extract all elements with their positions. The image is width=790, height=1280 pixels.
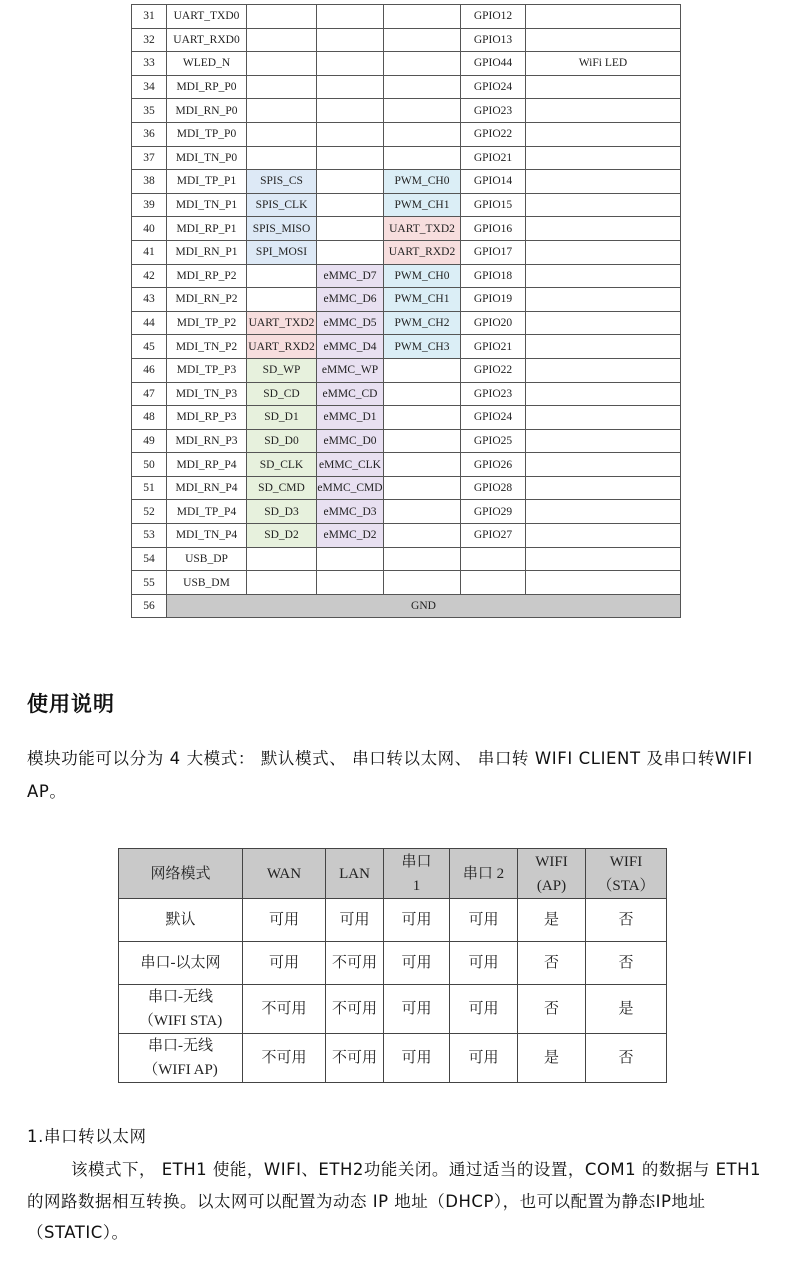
pin-cell: UART_TXD2 <box>247 311 317 335</box>
mode-header-cell <box>518 849 586 899</box>
pin-cell <box>526 476 681 500</box>
pin-cell: SD_D1 <box>247 406 317 430</box>
mode-value-cell: 否 <box>586 1034 667 1083</box>
pin-cell <box>317 5 384 29</box>
mode-header-cell <box>119 849 243 899</box>
mode-header-cell-line: WIFI <box>535 853 568 870</box>
pin-cell <box>317 52 384 76</box>
pin-cell <box>247 122 317 146</box>
pin-cell: eMMC_CD <box>317 382 384 406</box>
mode-name-cell-line: 串口-以太网 <box>140 955 221 971</box>
pin-cell: USB_DP <box>167 547 247 571</box>
pin-cell <box>247 52 317 76</box>
pin-cell: SD_D2 <box>247 524 317 548</box>
pin-cell: MDI_TP_P4 <box>167 500 247 524</box>
mode-value-cell: 否 <box>518 942 586 985</box>
mode-header-cell-line: LAN <box>339 865 370 882</box>
pin-cell: GPIO12 <box>461 5 526 29</box>
pin-cell: GPIO24 <box>461 406 526 430</box>
pin-cell: MDI_TN_P3 <box>167 382 247 406</box>
mode-header-cell-line: (AP) <box>536 877 567 894</box>
pin-cell: eMMC_D4 <box>317 335 384 359</box>
pin-cell <box>526 146 681 170</box>
pin-cell <box>247 264 317 288</box>
pin-cell <box>526 311 681 335</box>
pin-cell: MDI_TN_P4 <box>167 524 247 548</box>
pin-row <box>132 571 681 595</box>
pin-cell <box>317 146 384 170</box>
pin-cell: GPIO23 <box>461 382 526 406</box>
mode-value-cell: 否 <box>586 942 667 985</box>
pin-cell: eMMC_D3 <box>317 500 384 524</box>
pin-cell <box>526 122 681 146</box>
pin-cell <box>526 264 681 288</box>
pin-number: 41 <box>132 240 167 264</box>
mode-value-cell: 可用 <box>326 899 384 942</box>
pin-cell <box>526 75 681 99</box>
mode-row <box>119 899 667 942</box>
pin-cell <box>247 571 317 595</box>
mode-value-cell: 不可用 <box>243 985 326 1034</box>
pin-row <box>132 28 681 52</box>
pin-cell: MDI_RP_P4 <box>167 453 247 477</box>
mode-value-cell: 可用 <box>450 1034 518 1083</box>
pin-cell: GPIO21 <box>461 335 526 359</box>
pin-number: 44 <box>132 311 167 335</box>
pin-cell: GPIO18 <box>461 264 526 288</box>
pin-number: 47 <box>132 382 167 406</box>
mode-header-cell-line: 串口 2 <box>462 865 505 882</box>
pin-cell <box>526 288 681 312</box>
pin-cell: PWM_CH0 <box>384 170 461 194</box>
pin-cell: UART_RXD2 <box>384 240 461 264</box>
pin-cell: GPIO22 <box>461 122 526 146</box>
pin-cell: SD_CLK <box>247 453 317 477</box>
pin-cell <box>384 122 461 146</box>
pin-row <box>132 524 681 548</box>
pin-row <box>132 99 681 123</box>
pin-number: 33 <box>132 52 167 76</box>
pin-table <box>131 4 681 618</box>
pin-cell: UART_RXD2 <box>247 335 317 359</box>
pin-cell: PWM_CH3 <box>384 335 461 359</box>
pin-cell <box>461 571 526 595</box>
pin-number: 46 <box>132 358 167 382</box>
pin-row <box>132 122 681 146</box>
mode-value-cell: 是 <box>518 899 586 942</box>
pin-cell: GPIO17 <box>461 240 526 264</box>
pin-number: 38 <box>132 170 167 194</box>
pin-cell: MDI_TN_P0 <box>167 146 247 170</box>
pin-cell: PWM_CH2 <box>384 311 461 335</box>
pin-cell <box>317 28 384 52</box>
mode-header-cell <box>586 849 667 899</box>
pin-cell: MDI_RN_P4 <box>167 476 247 500</box>
pin-cell: eMMC_D5 <box>317 311 384 335</box>
pin-cell <box>384 52 461 76</box>
usage-heading: 1.串口转以太网 <box>27 1127 147 1146</box>
pin-cell: UART_RXD0 <box>167 28 247 52</box>
pin-number: 51 <box>132 476 167 500</box>
mode-header-cell-line: 1 <box>412 877 421 894</box>
pin-cell <box>247 288 317 312</box>
pin-table-body <box>132 5 681 618</box>
pin-cell <box>384 75 461 99</box>
pin-cell: SPIS_CLK <box>247 193 317 217</box>
pin-cell: GPIO27 <box>461 524 526 548</box>
pin-cell <box>317 547 384 571</box>
pin-cell: PWM_CH1 <box>384 288 461 312</box>
pin-cell <box>384 571 461 595</box>
mode-value-cell: 可用 <box>384 985 450 1034</box>
pin-cell: eMMC_D2 <box>317 524 384 548</box>
pin-cell: SPIS_MISO <box>247 217 317 241</box>
pin-number: 55 <box>132 571 167 595</box>
pin-cell: eMMC_D1 <box>317 406 384 430</box>
pin-number: 37 <box>132 146 167 170</box>
mode-header-cell <box>326 849 384 899</box>
mode-value-cell: 可用 <box>384 899 450 942</box>
mode-value-cell: 是 <box>586 985 667 1034</box>
pin-cell <box>384 500 461 524</box>
pin-row <box>132 382 681 406</box>
pin-cell: MDI_RN_P3 <box>167 429 247 453</box>
pin-number: 48 <box>132 406 167 430</box>
pin-cell: PWM_CH1 <box>384 193 461 217</box>
pin-number: 54 <box>132 547 167 571</box>
pin-cell: GPIO19 <box>461 288 526 312</box>
pin-cell <box>317 217 384 241</box>
pin-cell: GPIO26 <box>461 453 526 477</box>
pin-row <box>132 217 681 241</box>
pin-number: 56 <box>132 594 167 618</box>
pin-cell: eMMC_CMD <box>317 476 384 500</box>
mode-name-cell-line: （WIFI AP) <box>143 1062 218 1078</box>
pin-cell <box>384 28 461 52</box>
pin-cell: MDI_RN_P1 <box>167 240 247 264</box>
mode-header-cell <box>243 849 326 899</box>
pin-row <box>132 406 681 430</box>
pin-cell <box>317 240 384 264</box>
pin-cell: UART_TXD2 <box>384 217 461 241</box>
mode-value-cell: 不可用 <box>243 1034 326 1083</box>
pin-cell: eMMC_WP <box>317 358 384 382</box>
pin-row <box>132 500 681 524</box>
mode-value-cell: 不可用 <box>326 942 384 985</box>
pin-cell <box>384 406 461 430</box>
mode-value-cell: 是 <box>518 1034 586 1083</box>
pin-cell: GPIO13 <box>461 28 526 52</box>
mode-value-cell: 可用 <box>243 942 326 985</box>
mode-value-cell: 否 <box>518 985 586 1034</box>
pin-cell: GPIO23 <box>461 99 526 123</box>
pin-row <box>132 264 681 288</box>
mode-value-cell: 可用 <box>384 1034 450 1083</box>
mode-row <box>119 942 667 985</box>
pin-cell <box>384 476 461 500</box>
pin-cell <box>526 335 681 359</box>
mode-header-cell-line: （STA） <box>597 877 655 894</box>
pin-cell <box>526 358 681 382</box>
pin-cell: USB_DM <box>167 571 247 595</box>
pin-row <box>132 75 681 99</box>
pin-number: 52 <box>132 500 167 524</box>
pin-row <box>132 358 681 382</box>
pin-cell <box>526 170 681 194</box>
pin-cell: eMMC_D6 <box>317 288 384 312</box>
pin-row <box>132 5 681 29</box>
pin-cell: PWM_CH0 <box>384 264 461 288</box>
pin-number: 34 <box>132 75 167 99</box>
mode-value-cell: 可用 <box>450 899 518 942</box>
pin-cell: MDI_RP_P2 <box>167 264 247 288</box>
mode-name-cell-line: 串口-无线 <box>148 1038 213 1054</box>
mode-value-cell: 可用 <box>384 942 450 985</box>
pin-cell <box>384 358 461 382</box>
pin-cell <box>384 547 461 571</box>
pin-number: 32 <box>132 28 167 52</box>
pin-cell: MDI_TP_P2 <box>167 311 247 335</box>
pin-row <box>132 311 681 335</box>
pin-cell: GPIO21 <box>461 146 526 170</box>
pin-number: 39 <box>132 193 167 217</box>
pin-cell: MDI_RP_P3 <box>167 406 247 430</box>
mode-name-cell <box>119 1034 243 1083</box>
pin-cell <box>247 5 317 29</box>
pin-cell: GPIO15 <box>461 193 526 217</box>
pin-cell: MDI_RN_P2 <box>167 288 247 312</box>
pin-cell: MDI_TN_P2 <box>167 335 247 359</box>
pin-number: 50 <box>132 453 167 477</box>
pin-cell: GPIO44 <box>461 52 526 76</box>
mode-value-cell: 可用 <box>450 942 518 985</box>
pin-cell <box>526 500 681 524</box>
pin-cell <box>526 193 681 217</box>
pin-cell: SPIS_CS <box>247 170 317 194</box>
pin-cell: GPIO22 <box>461 358 526 382</box>
pin-number: 49 <box>132 429 167 453</box>
pin-row <box>132 476 681 500</box>
pin-cell: MDI_TP_P1 <box>167 170 247 194</box>
gnd-cell: GND <box>167 594 681 618</box>
pin-row-gnd <box>132 594 681 618</box>
pin-row <box>132 52 681 76</box>
pin-cell <box>461 547 526 571</box>
pin-row <box>132 170 681 194</box>
pin-cell: SD_D0 <box>247 429 317 453</box>
intro-paragraph: 模块功能可以分为 4 大模式： 默认模式、 串口转以太网、 串口转 WIFI CLIENT 及串口转WIFI AP。 <box>27 749 753 801</box>
mode-value-cell: 否 <box>586 899 667 942</box>
pin-cell: MDI_RP_P0 <box>167 75 247 99</box>
pin-cell <box>526 99 681 123</box>
pin-cell: WLED_N <box>167 52 247 76</box>
pin-cell: GPIO28 <box>461 476 526 500</box>
mode-name-cell <box>119 899 243 942</box>
mode-row <box>119 985 667 1034</box>
pin-cell: SD_CMD <box>247 476 317 500</box>
mode-name-cell-line: 默认 <box>165 912 196 928</box>
pin-cell <box>384 453 461 477</box>
pin-cell <box>317 75 384 99</box>
pin-cell: SD_WP <box>247 358 317 382</box>
pin-cell: eMMC_D7 <box>317 264 384 288</box>
pin-cell: GPIO16 <box>461 217 526 241</box>
pin-cell: SPI_MOSI <box>247 240 317 264</box>
mode-value-cell: 可用 <box>243 899 326 942</box>
pin-cell <box>247 75 317 99</box>
pin-cell <box>384 382 461 406</box>
pin-cell <box>317 99 384 123</box>
mode-table <box>118 848 667 1083</box>
pin-row <box>132 240 681 264</box>
pin-number: 36 <box>132 122 167 146</box>
pin-row <box>132 193 681 217</box>
mode-name-cell <box>119 942 243 985</box>
pin-cell <box>317 122 384 146</box>
pin-cell <box>526 5 681 29</box>
pin-cell: SD_D3 <box>247 500 317 524</box>
mode-name-cell-line: （WIFI STA) <box>138 1013 223 1029</box>
mode-header-row <box>119 849 667 899</box>
mode-name-cell <box>119 985 243 1034</box>
pin-row <box>132 429 681 453</box>
pin-cell: SD_CD <box>247 382 317 406</box>
pin-cell <box>526 453 681 477</box>
mode-name-cell-line: 串口-无线 <box>148 989 213 1005</box>
pin-row <box>132 288 681 312</box>
pin-cell <box>247 28 317 52</box>
pin-number: 40 <box>132 217 167 241</box>
mode-header-cell-line: WIFI <box>609 853 643 870</box>
pin-cell: GPIO29 <box>461 500 526 524</box>
pin-cell <box>384 146 461 170</box>
mode-header-cell-line: 串口 <box>401 853 432 870</box>
pin-cell <box>526 217 681 241</box>
pin-cell <box>526 571 681 595</box>
pin-cell <box>247 547 317 571</box>
pin-number: 45 <box>132 335 167 359</box>
mode-value-cell: 不可用 <box>326 1034 384 1083</box>
pin-cell: WiFi LED <box>526 52 681 76</box>
pin-cell <box>384 524 461 548</box>
pin-cell <box>247 146 317 170</box>
pin-number: 31 <box>132 5 167 29</box>
pin-cell <box>317 170 384 194</box>
mode-value-cell: 可用 <box>450 985 518 1034</box>
pin-row <box>132 453 681 477</box>
pin-cell <box>317 193 384 217</box>
mode-header-cell <box>384 849 450 899</box>
pin-cell: GPIO25 <box>461 429 526 453</box>
pin-cell: UART_TXD0 <box>167 5 247 29</box>
section-title: 使用说明 <box>27 692 115 716</box>
pin-cell: MDI_TN_P1 <box>167 193 247 217</box>
mode-value-cell: 不可用 <box>326 985 384 1034</box>
mode-header-cell-line: 网络模式 <box>150 865 211 882</box>
pin-cell <box>526 547 681 571</box>
usage-paragraph: 该模式下， ETH1 使能，WIFI、ETH2功能关闭。通过适当的设置，COM1 的数据与 ETH1的网路数据相互转换。以太网可以配置为动态 IP 地址（DHCP），也可以配置为静态IP地址（STATIC）。 <box>27 1160 761 1242</box>
pin-cell: MDI_TP_P3 <box>167 358 247 382</box>
pin-cell: GPIO14 <box>461 170 526 194</box>
pin-number: 43 <box>132 288 167 312</box>
pin-row <box>132 547 681 571</box>
pin-cell: MDI_RN_P0 <box>167 99 247 123</box>
pin-number: 35 <box>132 99 167 123</box>
pin-cell <box>384 99 461 123</box>
pin-cell <box>384 5 461 29</box>
pin-cell <box>384 429 461 453</box>
pin-cell <box>526 28 681 52</box>
mode-table-body <box>119 849 667 1083</box>
pin-cell <box>526 429 681 453</box>
pin-cell: MDI_TP_P0 <box>167 122 247 146</box>
pin-cell: MDI_RP_P1 <box>167 217 247 241</box>
pin-cell: eMMC_CLK <box>317 453 384 477</box>
pin-cell <box>526 240 681 264</box>
pin-cell <box>526 382 681 406</box>
pin-cell <box>526 524 681 548</box>
mode-header-cell-line: WAN <box>266 865 302 882</box>
pin-row <box>132 335 681 359</box>
pin-cell: eMMC_D0 <box>317 429 384 453</box>
pin-cell: GPIO24 <box>461 75 526 99</box>
pin-cell: GPIO20 <box>461 311 526 335</box>
pin-number: 42 <box>132 264 167 288</box>
pin-cell <box>317 571 384 595</box>
mode-header-cell <box>450 849 518 899</box>
pin-row <box>132 146 681 170</box>
pin-cell <box>247 99 317 123</box>
pin-cell <box>526 406 681 430</box>
mode-row <box>119 1034 667 1083</box>
pin-number: 53 <box>132 524 167 548</box>
